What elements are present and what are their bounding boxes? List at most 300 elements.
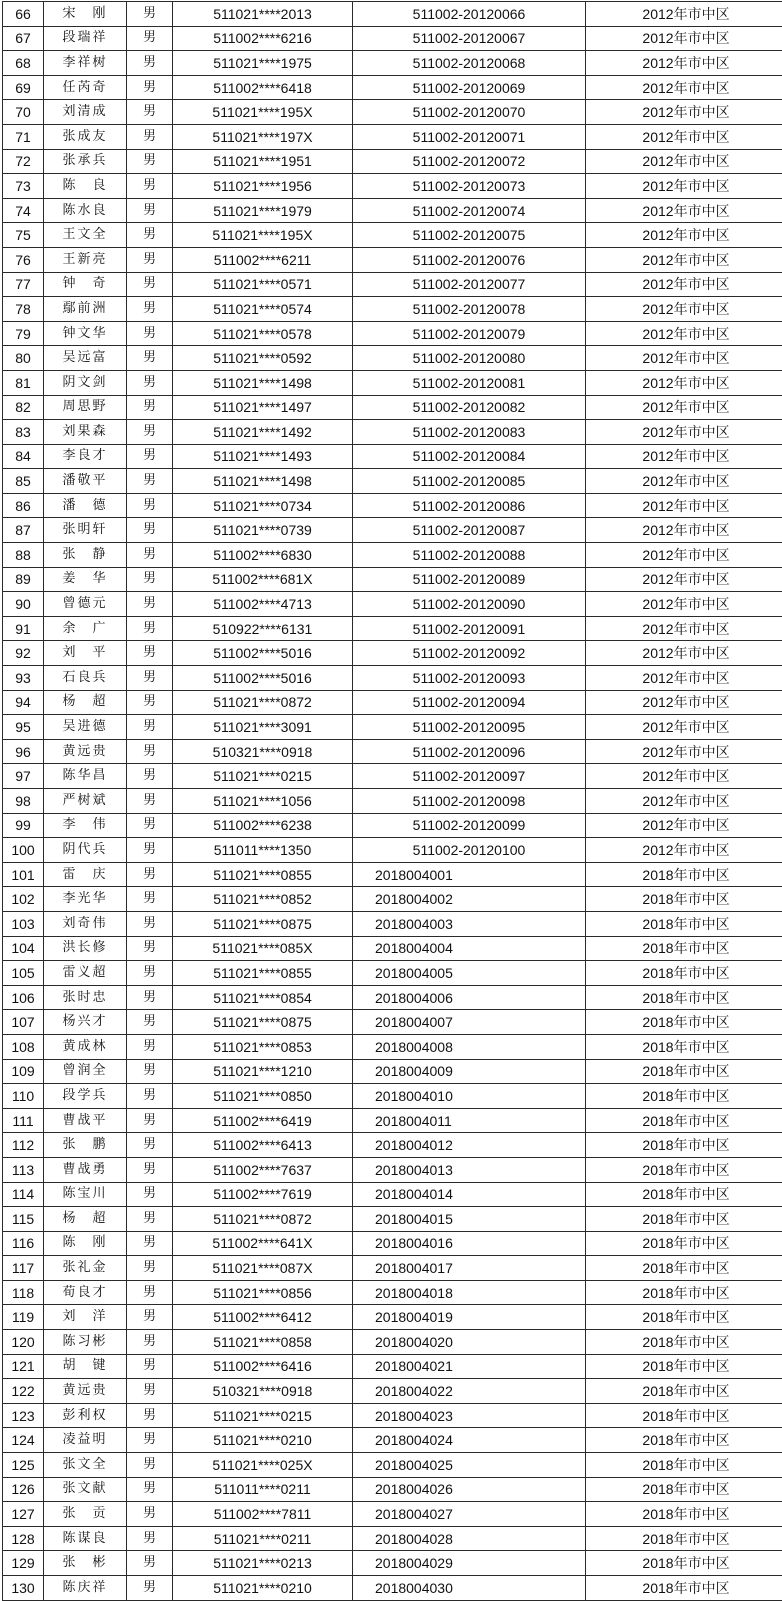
- name-cell: 刘清成: [44, 100, 127, 125]
- id-number-cell: 511021****0856: [173, 1280, 353, 1305]
- gender-cell: 男: [127, 1502, 173, 1527]
- table-row: [3, 1010, 782, 1035]
- table-row: [3, 272, 782, 297]
- gender-cell: 男: [127, 518, 173, 543]
- row-number-cell: 74: [3, 198, 44, 223]
- gender-cell: 男: [127, 641, 173, 666]
- remark-cell: 2012年市中区: [586, 149, 782, 174]
- certificate-number-cell: 2018004013: [353, 1157, 586, 1182]
- gender-cell: 男: [127, 2, 173, 27]
- id-number-cell: 511002****681X: [173, 567, 353, 592]
- row-number-cell: 78: [3, 297, 44, 322]
- name-cell: 黄远贵: [44, 1379, 127, 1404]
- certificate-number-cell: 511002-20120076: [353, 247, 586, 272]
- id-number-cell: 511021****0734: [173, 493, 353, 518]
- row-number-cell: 89: [3, 567, 44, 592]
- name-cell: 段瑞祥: [44, 26, 127, 51]
- id-number-cell: 510321****0918: [173, 1379, 353, 1404]
- gender-cell: 男: [127, 149, 173, 174]
- id-number-cell: 511002****5016: [173, 641, 353, 666]
- id-number-cell: 511021****0850: [173, 1084, 353, 1109]
- table-row: [3, 51, 782, 76]
- id-number-cell: 511021****0571: [173, 272, 353, 297]
- gender-cell: 男: [127, 247, 173, 272]
- remark-cell: 2012年市中区: [586, 666, 782, 691]
- remark-cell: 2018年市中区: [586, 1379, 782, 1404]
- table-row: [3, 985, 782, 1010]
- certificate-number-cell: 2018004010: [353, 1084, 586, 1109]
- gender-cell: 男: [127, 1133, 173, 1158]
- id-number-cell: 511021****1979: [173, 198, 353, 223]
- remark-cell: 2018年市中区: [586, 985, 782, 1010]
- gender-cell: 男: [127, 764, 173, 789]
- certificate-number-cell: 511002-20120071: [353, 124, 586, 149]
- name-cell: 钟 奇: [44, 272, 127, 297]
- table-row: [3, 887, 782, 912]
- table-row: [3, 1354, 782, 1379]
- gender-cell: 男: [127, 616, 173, 641]
- table-row: [3, 346, 782, 371]
- id-number-cell: 511021****1493: [173, 444, 353, 469]
- id-number-cell: 511021****197X: [173, 124, 353, 149]
- name-cell: 宋 刚: [44, 2, 127, 27]
- row-number-cell: 112: [3, 1133, 44, 1158]
- gender-cell: 男: [127, 961, 173, 986]
- name-cell: 张时忠: [44, 985, 127, 1010]
- id-number-cell: 511021****1056: [173, 789, 353, 814]
- remark-cell: 2012年市中区: [586, 75, 782, 100]
- row-number-cell: 66: [3, 2, 44, 27]
- id-number-cell: 511021****0739: [173, 518, 353, 543]
- table-row: [3, 1133, 782, 1158]
- id-number-cell: 511002****641X: [173, 1231, 353, 1256]
- remark-cell: 2012年市中区: [586, 518, 782, 543]
- certificate-number-cell: 2018004021: [353, 1354, 586, 1379]
- name-cell: 张 静: [44, 543, 127, 568]
- row-number-cell: 127: [3, 1502, 44, 1527]
- row-number-cell: 79: [3, 321, 44, 346]
- certificate-number-cell: 511002-20120099: [353, 813, 586, 838]
- name-cell: 彭利权: [44, 1403, 127, 1428]
- remark-cell: 2018年市中区: [586, 1108, 782, 1133]
- gender-cell: 男: [127, 1330, 173, 1355]
- table-row: [3, 1280, 782, 1305]
- remark-cell: 2012年市中区: [586, 100, 782, 125]
- table-row: [3, 641, 782, 666]
- gender-cell: 男: [127, 1256, 173, 1281]
- id-number-cell: 510922****6131: [173, 616, 353, 641]
- row-number-cell: 114: [3, 1182, 44, 1207]
- remark-cell: 2018年市中区: [586, 1256, 782, 1281]
- table-row: [3, 1576, 782, 1601]
- gender-cell: 男: [127, 223, 173, 248]
- id-number-cell: 511021****0211: [173, 1526, 353, 1551]
- remark-cell: 2012年市中区: [586, 370, 782, 395]
- row-number-cell: 125: [3, 1453, 44, 1478]
- row-number-cell: 103: [3, 911, 44, 936]
- gender-cell: 男: [127, 1379, 173, 1404]
- certificate-number-cell: 511002-20120086: [353, 493, 586, 518]
- name-cell: 任芮奇: [44, 75, 127, 100]
- name-cell: 张礼金: [44, 1256, 127, 1281]
- remark-cell: 2018年市中区: [586, 1330, 782, 1355]
- remark-cell: 2018年市中区: [586, 1182, 782, 1207]
- name-cell: 曾润全: [44, 1059, 127, 1084]
- row-number-cell: 128: [3, 1526, 44, 1551]
- row-number-cell: 70: [3, 100, 44, 125]
- gender-cell: 男: [127, 321, 173, 346]
- certificate-number-cell: 2018004030: [353, 1576, 586, 1601]
- name-cell: 周思野: [44, 395, 127, 420]
- table-row: [3, 764, 782, 789]
- remark-cell: 2012年市中区: [586, 789, 782, 814]
- table-row: [3, 75, 782, 100]
- remark-cell: 2012年市中区: [586, 26, 782, 51]
- remark-cell: 2012年市中区: [586, 420, 782, 445]
- name-cell: 李良才: [44, 444, 127, 469]
- name-cell: 陈谋良: [44, 1526, 127, 1551]
- id-number-cell: 511021****2013: [173, 2, 353, 27]
- table-row: [3, 592, 782, 617]
- gender-cell: 男: [127, 1010, 173, 1035]
- certificate-number-cell: 511002-20120100: [353, 838, 586, 863]
- certificate-number-cell: 2018004018: [353, 1280, 586, 1305]
- table-row: [3, 223, 782, 248]
- table-row: [3, 616, 782, 641]
- name-cell: 吴远富: [44, 346, 127, 371]
- gender-cell: 男: [127, 1157, 173, 1182]
- id-number-cell: 511021****1956: [173, 174, 353, 199]
- certificate-number-cell: 2018004029: [353, 1551, 586, 1576]
- remark-cell: 2018年市中区: [586, 1059, 782, 1084]
- table-row: [3, 26, 782, 51]
- remark-cell: 2012年市中区: [586, 395, 782, 420]
- id-number-cell: 511021****0872: [173, 1207, 353, 1232]
- gender-cell: 男: [127, 911, 173, 936]
- certificate-number-cell: 2018004006: [353, 985, 586, 1010]
- remark-cell: 2012年市中区: [586, 838, 782, 863]
- id-number-cell: 511021****1975: [173, 51, 353, 76]
- gender-cell: 男: [127, 1108, 173, 1133]
- remark-cell: 2018年市中区: [586, 1231, 782, 1256]
- remark-cell: 2012年市中区: [586, 690, 782, 715]
- certificate-number-cell: 511002-20120077: [353, 272, 586, 297]
- remark-cell: 2012年市中区: [586, 764, 782, 789]
- name-cell: 李祥树: [44, 51, 127, 76]
- row-number-cell: 122: [3, 1379, 44, 1404]
- certificate-number-cell: 511002-20120080: [353, 346, 586, 371]
- row-number-cell: 75: [3, 223, 44, 248]
- table-row: [3, 1502, 782, 1527]
- name-cell: 陈习彬: [44, 1330, 127, 1355]
- table-row: [3, 1379, 782, 1404]
- remark-cell: 2012年市中区: [586, 174, 782, 199]
- id-number-cell: 511002****7619: [173, 1182, 353, 1207]
- name-cell: 钟文华: [44, 321, 127, 346]
- id-number-cell: 511002****6211: [173, 247, 353, 272]
- certificate-number-cell: 2018004011: [353, 1108, 586, 1133]
- table-row: [3, 961, 782, 986]
- id-number-cell: 511011****0211: [173, 1477, 353, 1502]
- table-row: [3, 469, 782, 494]
- certificate-number-cell: 2018004002: [353, 887, 586, 912]
- name-cell: 王文全: [44, 223, 127, 248]
- row-number-cell: 96: [3, 739, 44, 764]
- row-number-cell: 120: [3, 1330, 44, 1355]
- remark-cell: 2012年市中区: [586, 592, 782, 617]
- remark-cell: 2018年市中区: [586, 1157, 782, 1182]
- table-row: [3, 2, 782, 27]
- certificate-number-cell: 511002-20120097: [353, 764, 586, 789]
- certificate-number-cell: 511002-20120094: [353, 690, 586, 715]
- remark-cell: 2012年市中区: [586, 715, 782, 740]
- gender-cell: 男: [127, 985, 173, 1010]
- gender-cell: 男: [127, 862, 173, 887]
- certificate-number-cell: 511002-20120096: [353, 739, 586, 764]
- id-number-cell: 511021****0215: [173, 764, 353, 789]
- table-row: [3, 1305, 782, 1330]
- remark-cell: 2012年市中区: [586, 616, 782, 641]
- id-number-cell: 511021****0215: [173, 1403, 353, 1428]
- name-cell: 曾德元: [44, 592, 127, 617]
- id-number-cell: 511021****0855: [173, 862, 353, 887]
- gender-cell: 男: [127, 51, 173, 76]
- gender-cell: 男: [127, 395, 173, 420]
- id-number-cell: 511021****0574: [173, 297, 353, 322]
- name-cell: 雷 庆: [44, 862, 127, 887]
- name-cell: 杨 超: [44, 690, 127, 715]
- name-cell: 潘 德: [44, 493, 127, 518]
- gender-cell: 男: [127, 1059, 173, 1084]
- remark-cell: 2018年市中区: [586, 1133, 782, 1158]
- gender-cell: 男: [127, 936, 173, 961]
- row-number-cell: 71: [3, 124, 44, 149]
- table-row: [3, 1157, 782, 1182]
- remark-cell: 2012年市中区: [586, 321, 782, 346]
- gender-cell: 男: [127, 174, 173, 199]
- remark-cell: 2018年市中区: [586, 1305, 782, 1330]
- certificate-number-cell: 2018004008: [353, 1034, 586, 1059]
- gender-cell: 男: [127, 789, 173, 814]
- row-number-cell: 107: [3, 1010, 44, 1035]
- id-number-cell: 511002****6216: [173, 26, 353, 51]
- name-cell: 张 贡: [44, 1502, 127, 1527]
- gender-cell: 男: [127, 75, 173, 100]
- name-cell: 黄远贵: [44, 739, 127, 764]
- table-row: [3, 174, 782, 199]
- table-row: [3, 198, 782, 223]
- row-number-cell: 92: [3, 641, 44, 666]
- name-cell: 杨 超: [44, 1207, 127, 1232]
- id-number-cell: 511021****195X: [173, 223, 353, 248]
- gender-cell: 男: [127, 1428, 173, 1453]
- remark-cell: 2018年市中区: [586, 1034, 782, 1059]
- table-row: [3, 1403, 782, 1428]
- remark-cell: 2018年市中区: [586, 911, 782, 936]
- gender-cell: 男: [127, 1403, 173, 1428]
- row-number-cell: 76: [3, 247, 44, 272]
- certificate-number-cell: 2018004020: [353, 1330, 586, 1355]
- row-number-cell: 130: [3, 1576, 44, 1601]
- name-cell: 张文全: [44, 1453, 127, 1478]
- table-row: [3, 1330, 782, 1355]
- remark-cell: 2018年市中区: [586, 961, 782, 986]
- certificate-number-cell: 2018004015: [353, 1207, 586, 1232]
- table-row: [3, 1231, 782, 1256]
- table-row: [3, 739, 782, 764]
- table-row: [3, 1034, 782, 1059]
- table-row: [3, 1526, 782, 1551]
- certificate-number-cell: 2018004007: [353, 1010, 586, 1035]
- id-number-cell: 511002****6418: [173, 75, 353, 100]
- name-cell: 黄成林: [44, 1034, 127, 1059]
- remark-cell: 2012年市中区: [586, 543, 782, 568]
- row-number-cell: 116: [3, 1231, 44, 1256]
- remark-cell: 2018年市中区: [586, 1280, 782, 1305]
- remark-cell: 2018年市中区: [586, 1526, 782, 1551]
- name-cell: 曹战平: [44, 1108, 127, 1133]
- remark-cell: 2018年市中区: [586, 1010, 782, 1035]
- row-number-cell: 117: [3, 1256, 44, 1281]
- row-number-cell: 93: [3, 666, 44, 691]
- gender-cell: 男: [127, 420, 173, 445]
- table-row: [3, 838, 782, 863]
- row-number-cell: 73: [3, 174, 44, 199]
- table-row: [3, 936, 782, 961]
- row-number-cell: 88: [3, 543, 44, 568]
- id-number-cell: 511002****6412: [173, 1305, 353, 1330]
- gender-cell: 男: [127, 887, 173, 912]
- id-number-cell: 511002****6413: [173, 1133, 353, 1158]
- id-number-cell: 511002****6830: [173, 543, 353, 568]
- table-row: [3, 493, 782, 518]
- table-row: [3, 1551, 782, 1576]
- name-cell: 凌益明: [44, 1428, 127, 1453]
- id-number-cell: 511021****0210: [173, 1576, 353, 1601]
- remark-cell: 2012年市中区: [586, 739, 782, 764]
- row-number-cell: 72: [3, 149, 44, 174]
- remark-cell: 2018年市中区: [586, 1428, 782, 1453]
- id-number-cell: 511002****5016: [173, 666, 353, 691]
- roster-table: [2, 1, 782, 1601]
- name-cell: 张文献: [44, 1477, 127, 1502]
- row-number-cell: 68: [3, 51, 44, 76]
- gender-cell: 男: [127, 297, 173, 322]
- gender-cell: 男: [127, 444, 173, 469]
- remark-cell: 2018年市中区: [586, 887, 782, 912]
- remark-cell: 2012年市中区: [586, 2, 782, 27]
- certificate-number-cell: 511002-20120084: [353, 444, 586, 469]
- id-number-cell: 511021****0213: [173, 1551, 353, 1576]
- name-cell: 刘 平: [44, 641, 127, 666]
- remark-cell: 2012年市中区: [586, 813, 782, 838]
- row-number-cell: 126: [3, 1477, 44, 1502]
- gender-cell: 男: [127, 1477, 173, 1502]
- table-row: [3, 911, 782, 936]
- row-number-cell: 129: [3, 1551, 44, 1576]
- roster-body: [3, 2, 782, 1601]
- name-cell: 胡 键: [44, 1354, 127, 1379]
- id-number-cell: 510321****0918: [173, 739, 353, 764]
- row-number-cell: 77: [3, 272, 44, 297]
- table-row: [3, 543, 782, 568]
- id-number-cell: 511021****0855: [173, 961, 353, 986]
- id-number-cell: 511021****0858: [173, 1330, 353, 1355]
- id-number-cell: 511021****0854: [173, 985, 353, 1010]
- table-row: [3, 444, 782, 469]
- name-cell: 刘奇伟: [44, 911, 127, 936]
- remark-cell: 2012年市中区: [586, 272, 782, 297]
- certificate-number-cell: 2018004022: [353, 1379, 586, 1404]
- name-cell: 张 彬: [44, 1551, 127, 1576]
- gender-cell: 男: [127, 272, 173, 297]
- certificate-number-cell: 2018004024: [353, 1428, 586, 1453]
- id-number-cell: 511021****3091: [173, 715, 353, 740]
- table-row: [3, 149, 782, 174]
- row-number-cell: 104: [3, 936, 44, 961]
- id-number-cell: 511021****0852: [173, 887, 353, 912]
- certificate-number-cell: 511002-20120072: [353, 149, 586, 174]
- gender-cell: 男: [127, 1576, 173, 1601]
- gender-cell: 男: [127, 469, 173, 494]
- remark-cell: 2018年市中区: [586, 862, 782, 887]
- name-cell: 鄢前洲: [44, 297, 127, 322]
- certificate-number-cell: 511002-20120093: [353, 666, 586, 691]
- name-cell: 陈庆祥: [44, 1576, 127, 1601]
- table-row: [3, 1108, 782, 1133]
- remark-cell: 2012年市中区: [586, 247, 782, 272]
- name-cell: 阴文剑: [44, 370, 127, 395]
- row-number-cell: 69: [3, 75, 44, 100]
- gender-cell: 男: [127, 370, 173, 395]
- certificate-number-cell: 511002-20120098: [353, 789, 586, 814]
- certificate-number-cell: 2018004003: [353, 911, 586, 936]
- remark-cell: 2012年市中区: [586, 51, 782, 76]
- certificate-number-cell: 2018004023: [353, 1403, 586, 1428]
- gender-cell: 男: [127, 838, 173, 863]
- id-number-cell: 511021****085X: [173, 936, 353, 961]
- gender-cell: 男: [127, 813, 173, 838]
- id-number-cell: 511021****195X: [173, 100, 353, 125]
- table-row: [3, 297, 782, 322]
- certificate-number-cell: 2018004012: [353, 1133, 586, 1158]
- certificate-number-cell: 511002-20120090: [353, 592, 586, 617]
- row-number-cell: 85: [3, 469, 44, 494]
- name-cell: 陈 良: [44, 174, 127, 199]
- name-cell: 余 广: [44, 616, 127, 641]
- name-cell: 陈 刚: [44, 1231, 127, 1256]
- gender-cell: 男: [127, 666, 173, 691]
- row-number-cell: 111: [3, 1108, 44, 1133]
- name-cell: 杨兴才: [44, 1010, 127, 1035]
- remark-cell: 2018年市中区: [586, 1084, 782, 1109]
- certificate-number-cell: 511002-20120081: [353, 370, 586, 395]
- id-number-cell: 511021****0875: [173, 1010, 353, 1035]
- certificate-number-cell: 2018004028: [353, 1526, 586, 1551]
- row-number-cell: 99: [3, 813, 44, 838]
- gender-cell: 男: [127, 715, 173, 740]
- gender-cell: 男: [127, 1354, 173, 1379]
- name-cell: 洪长修: [44, 936, 127, 961]
- remark-cell: 2018年市中区: [586, 1576, 782, 1601]
- row-number-cell: 119: [3, 1305, 44, 1330]
- certificate-number-cell: 511002-20120082: [353, 395, 586, 420]
- table-row: [3, 420, 782, 445]
- row-number-cell: 115: [3, 1207, 44, 1232]
- table-row: [3, 690, 782, 715]
- table-row: [3, 1428, 782, 1453]
- gender-cell: 男: [127, 567, 173, 592]
